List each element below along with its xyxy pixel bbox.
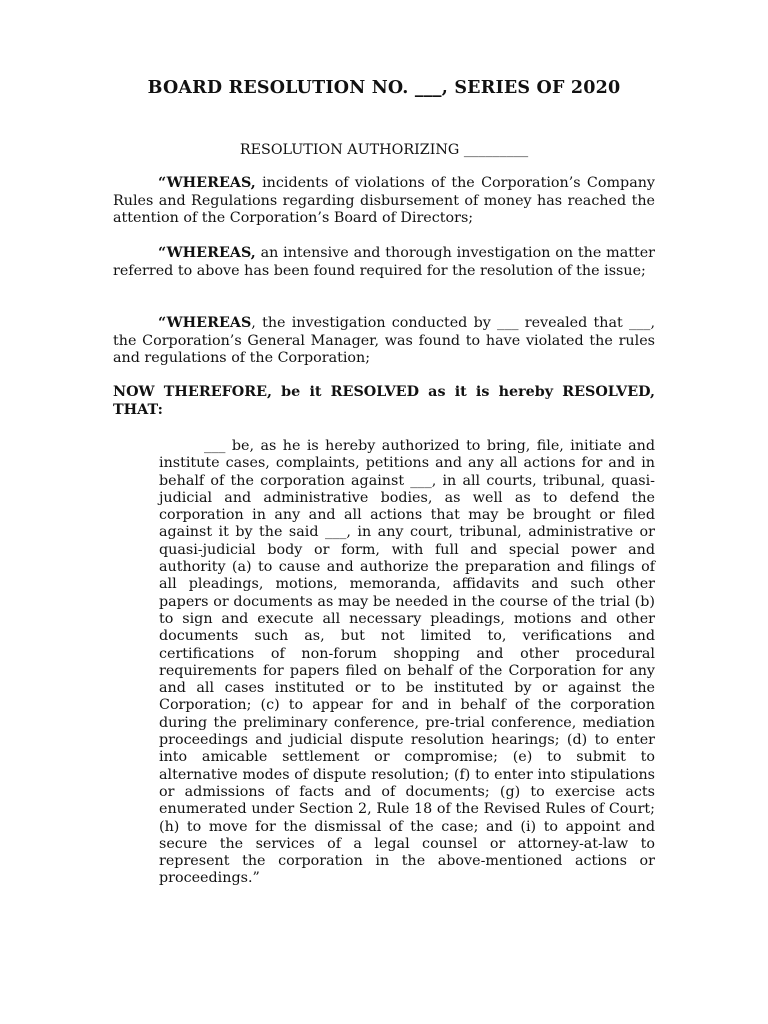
whereas-text: , the investigation conducted by ___ revealed that ___, the Corporation’s General Manager, was found to have violated the rules and regulations of the Corporation; — [113, 315, 655, 367]
whereas-paragraph-3 — [113, 315, 655, 368]
whereas-paragraph-1 — [113, 175, 655, 228]
whereas-text: incidents of violations of the Corporation’s Company Rules and Regulations regarding disbursement of money has reached the attention of the Corporation’s Board of Directors; — [113, 175, 655, 227]
document-title: BOARD RESOLUTION NO. ___, SERIES OF 2020 — [147, 78, 621, 98]
whereas-lead: “WHEREAS, — [158, 245, 256, 261]
whereas-lead: “WHEREAS — [158, 315, 252, 331]
whereas-text: an intensive and thorough investigation on the matter referred to above has been found required for the resolution of the issue; — [113, 245, 655, 279]
authorization-paragraph: ___ be, as he is hereby authorized to bring, file, initiate and institute cases, complaints, petitions and any all actions for and in behalf of the corporation against ___, in all courts, tribunal, quasi-judicial and administrative bodies, as well as to defend the corporation in any and all actions that may be brought or filed against it by the said ___, in any court, tribunal, administrative or quasi-judicial body or form, with full and special power and authority (a) to cause and authorize the preparation and filings of all pleadings, motions, memoranda, affidavits and such other papers or documents as may be needed in the course of the trial (b) to sign and execute all necessary pleadings, motions and other documents such as, but not limited to, verifications and certifications of non-forum shopping and other procedural requirements for papers filed on behalf of the Corporation for any and all cases instituted or to be instituted by or against the Corporation; (c) to appear for and in behalf of the corporation during the preliminary conference, pre-trial conference, mediation proceedings and judicial dispute resolution hearings; (d) to enter into amicable settlement or compromise; (e) to submit to alternative modes of dispute resolution; (f) to enter into stipulations or admissions of facts and of documents; (g) to exercise acts enumerated under Section 2, Rule 18 of the Revised Rules of Court; (h) to move for the dismissal of the case; and (i) to appoint and secure the services of a legal counsel or attorney-at-law to represent the corporation in the above-mentioned actions or proceedings.” — [159, 438, 655, 887]
document-subtitle: RESOLUTION AUTHORIZING _________ — [239, 142, 529, 158]
whereas-paragraph-2 — [113, 245, 655, 280]
whereas-lead: “WHEREAS, — [158, 175, 256, 191]
resolved-clause: NOW THEREFORE, be it RESOLVED as it is hereby RESOLVED, THAT: — [113, 384, 655, 418]
